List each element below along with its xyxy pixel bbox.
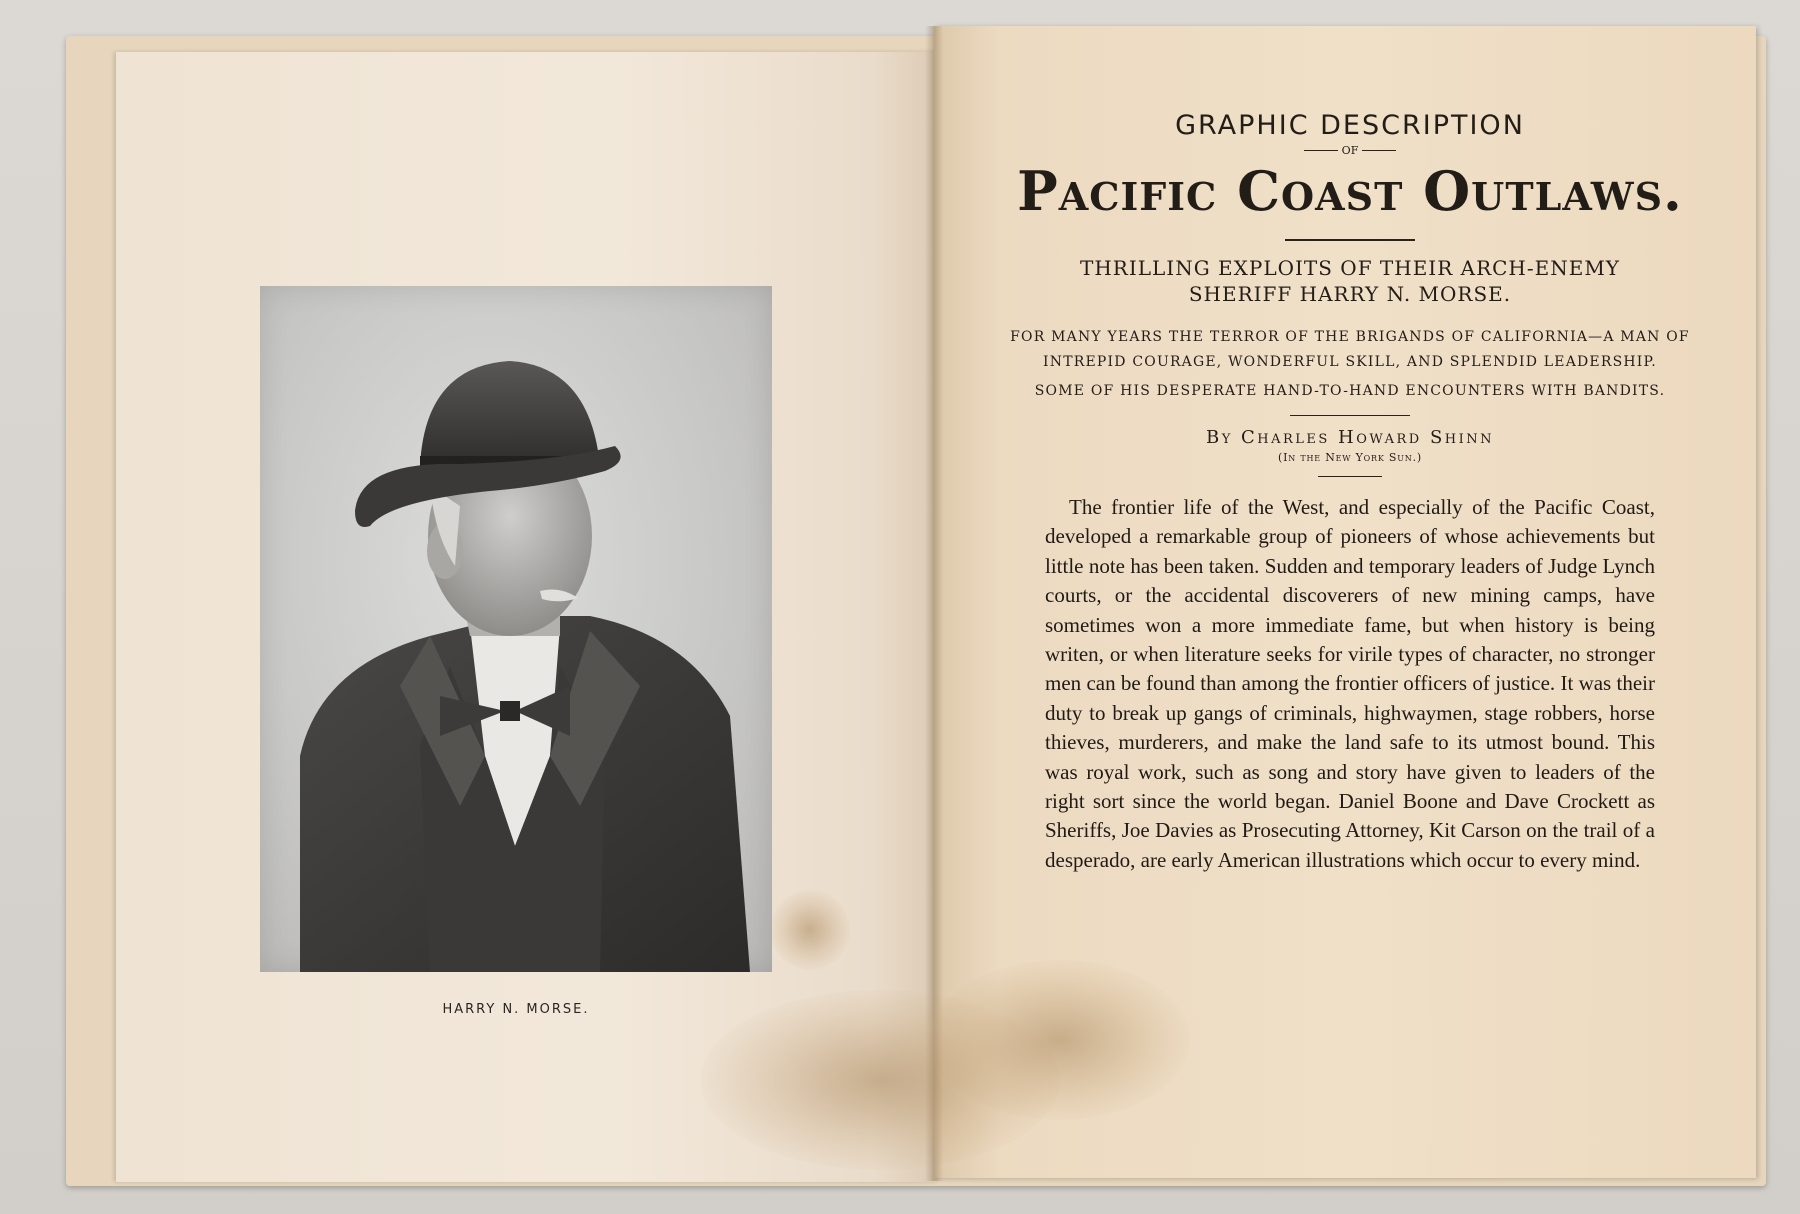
of-rule-right [1362, 150, 1396, 151]
byline-divider [1290, 415, 1410, 416]
title-divider [1285, 239, 1415, 241]
subtitle-line-2: SHERIFF HARRY N. MORSE. [1188, 282, 1512, 306]
portrait-engraving [260, 286, 772, 972]
main-title: Pacific Coast Outlaws. [1017, 159, 1683, 223]
description-2: SOME OF HIS DESPERATE HAND-TO-HAND ENCOUNTERS WITH BANDITS. [1034, 383, 1666, 399]
portrait-caption: HARRY N. MORSE. [442, 1002, 590, 1017]
title-page-text [1000, 110, 1700, 875]
portrait-image [260, 286, 772, 972]
heading-of [1000, 144, 1700, 157]
byline: By Charles Howard Shinn [1205, 427, 1494, 448]
subtitle-line-1: THRILLING EXPLOITS OF THEIR ARCH-ENEMY [1079, 256, 1621, 280]
source-note: (In the New York Sun.) [1278, 451, 1422, 464]
of-rule-left [1304, 150, 1338, 151]
body-divider [1318, 476, 1382, 477]
body-paragraph: The frontier life of the West, and especially of the Pacific Coast, developed a remarkable group of pioneers of whose achievements but little note has been taken. Sudden and temporary leaders of Judge Lynch courts, or the accidental discoverers of new mining camps, have sometimes won a more immediate fame, but when history is being writen, or when literature seeks for virile types of character, no stronger men can be found than among the frontier officers of justice. It was their duty to break up gangs of criminals, highwaymen, stage robbers, horse thieves, murderers, and make the land safe to its utmost bound. This was royal work, such as song and story have given to leaders of the right sort since the world began. Daniel Boone and Dave Crockett as Sheriffs, Joe Davies as Prosecuting Attorney, Kit Carson on the trail of a desperado, are early American illustrations which occur to every mind. [1045, 495, 1655, 872]
heading-line: GRAPHIC DESCRIPTION [1175, 110, 1525, 141]
water-stain [930, 960, 1190, 1120]
description: FOR MANY YEARS THE TERROR OF THE BRIGANDS OF CALIFORNIA—A MAN OF INTREPID COURAGE, WONDERFUL SKILL, AND SPLENDID LEADERSHIP. [1010, 329, 1690, 370]
heading-of-text: OF [1341, 144, 1359, 157]
water-stain [770, 890, 850, 970]
